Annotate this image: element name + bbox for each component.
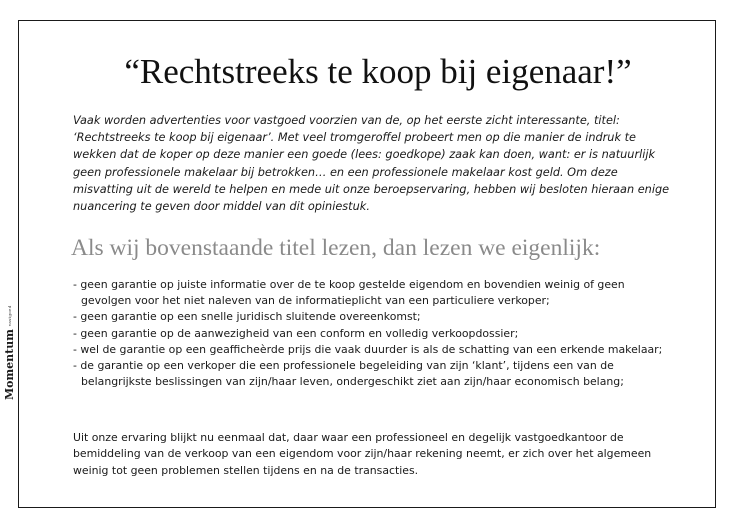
intro-paragraph: Vaak worden advertenties voor vastgoed voorzien van de, op het eerste zicht interessante, titel: ‘Rechtstreeks te koop bij eigenaar’. Met veel tromgeroffel probeert men op die manier de indruk te wekken dat de koper op deze manier een goede (lees: goedkope) zaak kan doen, want: er is natuurlijk geen professionele makelaar bij betrokken… en een professionele makelaar kost geld. Om deze misvatting uit de wereld te helpen en mede uit onze beroepservaring, hebben wij besloten hieraan enige nuancering te geven door middel van dit opiniestuk.: [73, 114, 670, 214]
brand-name: Momentum: [3, 329, 16, 400]
page-title: “Rechtstreeks te koop bij eigenaar!”: [124, 52, 632, 91]
points-list: [73, 277, 673, 390]
list-item: - de garantie op een verkoper die een professionele begeleiding van zijn ‘klant’, tijdens een van de belangrijkste beslissingen van zijn/haar leven, ondergeschikt ziet aan zijn/haar economisch belang;: [73, 359, 624, 389]
closing-paragraph: Uit onze ervaring blijkt nu eenmaal dat, daar waar een professioneel en degelijk vastgoedkantoor de bemiddeling van de verkoop van een eigendom voor zijn/haar rekening neemt, er zich over het algemeen weinig tot geen problemen stellen tijdens en na de transacties.: [73, 431, 652, 477]
list-item: - geen garantie op de aanwezigheid van een conform en volledig verkoopdossier;: [73, 326, 519, 340]
list-item: - wel de garantie op een geafficheèrde prijs die vaak duurder is als de schatting van een erkende makelaar;: [73, 342, 663, 356]
section-subtitle: Als wij bovenstaande titel lezen, dan lezen we eigenlijk:: [71, 235, 601, 261]
list-item: - geen garantie op een snelle juridisch sluitende overeenkomst;: [73, 310, 421, 324]
brand-tagline: vastgoed: [7, 305, 12, 327]
list-item: - geen garantie op juiste informatie over de te koop gestelde eigendom en bovendien weinig of geen gevolgen voor het niet naleven van de informatieplicht van een particuliere verkoper;: [73, 278, 625, 308]
brand-logo: [3, 305, 17, 400]
